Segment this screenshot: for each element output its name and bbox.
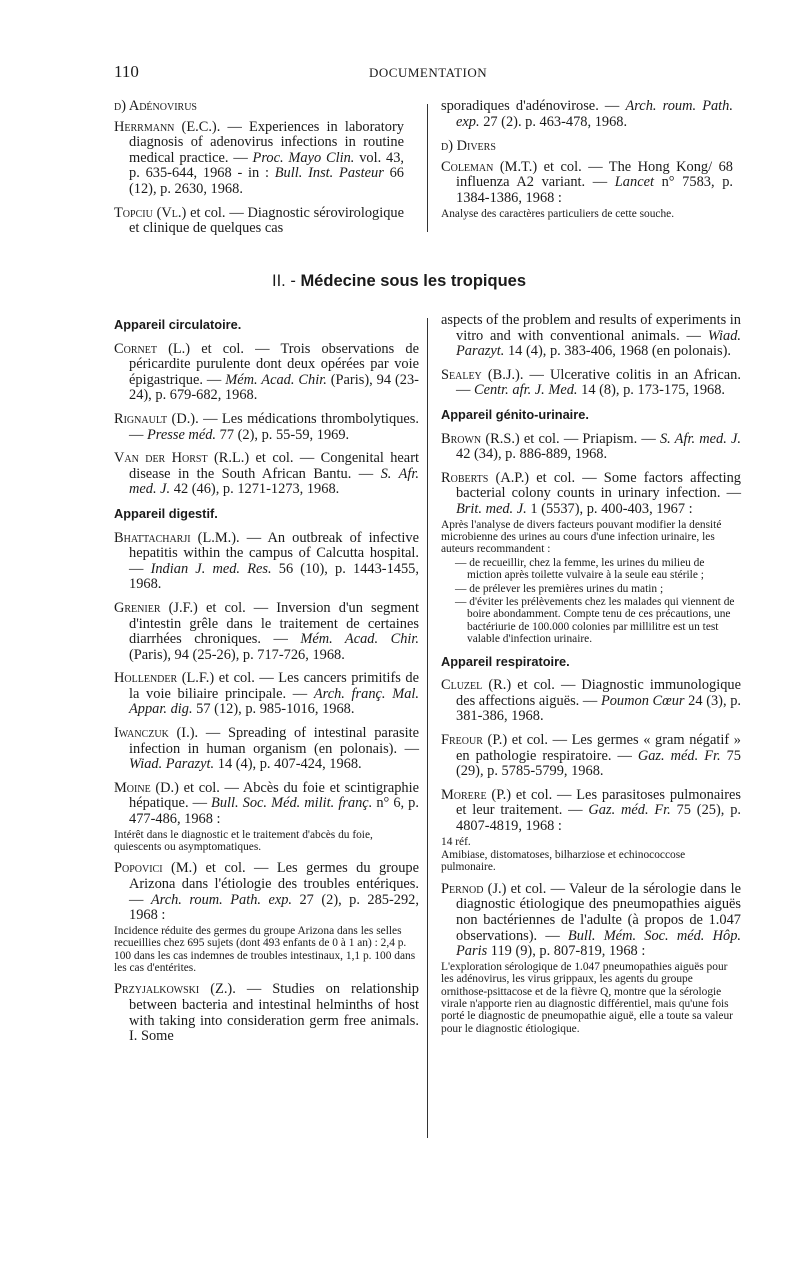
entry-source: Mém. Acad. Chir.	[300, 631, 419, 648]
entry-author: Iwanczuk (I.).	[114, 725, 199, 742]
bibliography-entry	[441, 882, 741, 1035]
entry-source: Proc. Mayo Clin.	[252, 149, 355, 166]
entry-note: Amibiase, distomatoses, bilharziose et echinococcose pulmonaire.	[441, 848, 686, 874]
entry-author: Herrmann (E.C.).	[114, 118, 221, 135]
entry-details: 119 (9), p. 807-819, 1968 :	[490, 943, 646, 960]
entry-title: et col. — Diagnostic sérovirologique et clinique de quelques cas	[129, 204, 405, 237]
entry-author: Cornet (L.)	[114, 340, 191, 357]
entry-details: (Paris), 94 (25-26), p. 717-726, 1968.	[129, 646, 345, 663]
bibliography-entry	[114, 861, 419, 974]
entry-note: Analyse des caractères particuliers de cette souche.	[441, 207, 675, 220]
bibliography-entry	[114, 726, 419, 773]
bibliography-entry	[114, 531, 419, 593]
entry-source: Arch. roum. Path. exp.	[150, 891, 293, 908]
entry-source: S. Afr. med. J.	[129, 465, 419, 498]
entry-details: 14 (4), p. 383-406, 1968 (en polonais).	[507, 343, 732, 360]
entry-details: 1 (5537), p. 400-403, 1967 :	[530, 500, 693, 517]
bibliography-entry	[441, 432, 741, 463]
entry-title: — Spreading of intestinal parasite infection in human organism (en polonais). —	[129, 725, 419, 757]
entry-note-item: — d'éviter les prélèvements chez les malades qui viennent de boire abondamment. Compte tenu de ces précautions, une bactériurie de 100.000 colonies par millilitre est un test valable d'infection urinaire.	[441, 596, 741, 646]
entry-title: — Ulcerative colitis in an African. —	[456, 366, 741, 399]
bibliography-entry	[114, 671, 419, 718]
entry-details: 27 (2), p. 285-292, 1968 :	[129, 891, 419, 924]
category-heading: Appareil circulatoire.	[114, 317, 242, 332]
entry-author: Bhattacharji (L.M.).	[114, 529, 240, 546]
entry-title: — Studies on relationship between bacteria and intestinal helminths of host with taking into consideration germ free animals. I. Some	[129, 981, 419, 1045]
entry-note-item: — de recueillir, chez la femme, les urines du milieu de miction après toilette vulvaire à la seule eau stérile ;	[441, 557, 741, 582]
entry-note: Après l'analyse de divers facteurs pouvant modifier la densité microbienne des urines au cours d'une infection urinaire, les auteurs recommandent :	[441, 518, 722, 556]
entry-author: Morere (P.)	[441, 786, 511, 803]
entry-title: — Experiences in laboratory diagnosis of adenovirus infections in routine medical practice. —	[129, 118, 404, 166]
entry-source: Mém. Acad. Chir.	[225, 371, 327, 388]
entry-source: S. Afr. med. J.	[659, 430, 741, 447]
entry-title: et col. — Les germes « gram négatif » en pathologie respiratoire. —	[456, 731, 741, 764]
main-left-column	[114, 313, 419, 1053]
entry-author: Cluzel (R.)	[441, 677, 512, 694]
bibliography-entry	[114, 451, 419, 498]
entry-author: Popovici (M.)	[114, 860, 198, 877]
entry-title: et col. — Inversion d'un segment d'intestin grêle dans le traitement de certaines diarrhées chroniques. —	[129, 599, 419, 648]
entry-author: Freour (P.)	[441, 731, 508, 748]
category-heading: Appareil génito-urinaire.	[441, 406, 589, 422]
entry-title: et col. — Valeur de la sérologie dans le diagnostic étiologique des pneumopathies aiguës non bactériennes de l'adulte (à propos de 1.047 observations). —	[456, 880, 741, 944]
entry-author: Moine (D.)	[114, 779, 179, 796]
entry-source: Bull. Soc. Méd. milit. franç.	[211, 795, 373, 812]
entry-source: Brit. med. J.	[456, 500, 527, 517]
category-heading: Appareil digestif.	[114, 505, 218, 521]
bibliography-entry	[441, 160, 733, 220]
entry-source: Poumon Cœur	[600, 692, 685, 709]
entry-source: Lancet	[614, 174, 654, 191]
entry-title: et col. — Abcès du foie et scintigraphie hépatique. —	[129, 779, 419, 812]
entry-details: 75 (25), p. 4807-4819, 1968 :	[456, 802, 741, 834]
entry-title: et col. — Les cancers primitifs de la voie biliaire principale. —	[129, 670, 419, 702]
entry-title: et col. — Les germes du groupe Arizona dans l'étiologie des troubles entériques. —	[129, 860, 419, 908]
entry-note: L'exploration sérologique de 1.047 pneumopathies aiguës pour les adénovirus, les virus grippaux, les agents du groupe ornithose-psittacose et de la fièvre Q, montre que la sérologie virale n'apporte rien au diagnostic différentiel, mais qu'une fois porté le diagnostic de pneumopathie aiguë, elle a toute sa valeur pour le diagnostic étiologique.	[441, 960, 733, 1035]
bibliography-entry	[114, 601, 419, 663]
bibliography-entry	[114, 206, 404, 237]
entry-title: et col. — Some factors affecting bacterial colony counts in urinary infection. —	[456, 469, 741, 502]
section-number: II. -	[272, 272, 296, 290]
entry-details: 75 (29), p. 5785-5799, 1968.	[456, 747, 741, 780]
entry-title: et col. — Congenital heart disease in the South African Bantu. —	[129, 450, 419, 482]
entry-title: — Les médications thrombolytiques. —	[129, 410, 419, 443]
entry-source: Centr. afr. J. Med.	[474, 382, 578, 399]
bibliography-entry	[114, 781, 419, 854]
bibliography-entry	[114, 982, 419, 1044]
entry-source: Arch. franç. Mal. Appar. dig.	[129, 685, 419, 718]
entry-note: 14 réf.	[441, 835, 471, 848]
entry-author: Van der Horst (R.L.)	[114, 450, 250, 467]
subsection-heading: d) Divers	[441, 138, 496, 155]
entry-title: aspects of the problem and results of experiments in vitro and with conventional animals. —	[441, 312, 741, 344]
bibliography-entry	[441, 368, 741, 399]
section-heading: Médecine sous les tropiques	[300, 272, 526, 290]
entry-title: et col. — Priapism. —	[523, 430, 656, 447]
entry-title: et col. — The Hong Kong/ 68 influenza A2 variant. —	[456, 158, 733, 191]
entry-author: Grenier (J.F.)	[114, 599, 198, 616]
bibliography-entry	[441, 471, 741, 646]
entry-title: et col. — Diagnostic immunologique des affections aiguës. —	[456, 677, 741, 709]
entry-details: 14 (8), p. 173-175, 1968.	[581, 382, 726, 399]
entry-author: Rignault (D.).	[114, 410, 199, 427]
entry-source: Presse méd.	[147, 426, 217, 443]
entry-source: Wiad. Parazyt.	[129, 756, 215, 773]
bibliography-entry	[441, 788, 741, 874]
entry-details: n° 7583, p. 1384-1386, 1968 :	[456, 174, 733, 206]
bibliography-entry	[114, 120, 404, 198]
entry-source: Gaz. méd. Fr.	[588, 802, 671, 819]
category-heading: Appareil respiratoire.	[441, 653, 570, 669]
main-right-column	[441, 313, 741, 1043]
entry-details: (Paris), 94 (23-24), p. 679-682, 1968.	[129, 371, 419, 404]
entry-title: — An outbreak of infective hepatitis within the campus of Calcutta hospital. —	[129, 529, 419, 577]
entry-details: 66 (12), p. 2630, 1968.	[129, 165, 404, 197]
top-left-column	[114, 99, 404, 245]
entry-details: 42 (34), p. 886-889, 1968.	[456, 446, 608, 463]
entry-note: Intérêt dans le diagnostic et le traitement d'abcès du foie, quiescents ou asymptomatiques.	[114, 828, 373, 854]
bibliography-entry	[114, 412, 419, 443]
entry-source: Bull. Mém. Soc. méd. Hôp. Paris	[456, 927, 741, 960]
column-divider	[427, 104, 428, 232]
entry-note: Incidence réduite des germes du groupe Arizona dans les selles recueillies chez 695 sujets (dont 493 enfants de 0 à 1 an) : 2,4 p. 100 dans les cas indemnes de troubles intestinaux, 1,1 p. 100 dans les cas d'entérites.	[114, 924, 416, 975]
entry-details: 56 (10), p. 1443-1455, 1968.	[129, 560, 419, 593]
entry-source: Wiad. Parazyt.	[456, 327, 741, 360]
entry-details: 27 (2). p. 463-478, 1968.	[483, 113, 628, 130]
entry-author: Topciu (Vl.)	[114, 204, 187, 221]
entry-note-item: — de prélever les premières urines du matin ;	[441, 583, 741, 595]
entry-source: Gaz. méd. Fr.	[637, 747, 721, 764]
entry-author: Hollender (L.F.)	[114, 670, 215, 687]
bibliography-entry	[441, 733, 741, 780]
section-title	[272, 272, 672, 291]
bibliography-entry	[441, 313, 741, 360]
entry-author: Roberts (A.P.)	[441, 469, 530, 486]
entry-source: Indian J. med. Res.	[150, 560, 272, 577]
entry-title: et col. — Les parasitoses pulmonaires et leur traitement. —	[456, 786, 741, 819]
entry-details: 42 (46), p. 1271-1273, 1968.	[173, 481, 340, 498]
entry-title: sporadiques d'adénovirose. —	[441, 98, 620, 114]
entry-author: Coleman (M.T.)	[441, 158, 538, 175]
page-header	[114, 62, 714, 84]
entry-author: Sealey (B.J.).	[441, 366, 524, 383]
entry-title: et col. — Trois observations de péricardite purulente dont deux opérées par voie épigastrique. —	[129, 340, 419, 388]
entry-details: 24 (3), p. 381-386, 1968.	[456, 692, 741, 725]
column-divider	[427, 318, 428, 1138]
subsection-heading: d) Adénovirus	[114, 98, 197, 114]
entry-details: vol. 43, p. 635-644, 1968 - in :	[129, 149, 404, 182]
entry-details: n° 6, p. 477-486, 1968 :	[129, 795, 419, 828]
entry-author: Pernod (J.)	[441, 880, 507, 897]
running-title: DOCUMENTATION	[369, 65, 488, 80]
entry-details: 77 (2), p. 55-59, 1969.	[219, 426, 350, 443]
entry-details: 14 (4), p. 407-424, 1968.	[217, 756, 362, 773]
bibliography-entry	[441, 678, 741, 725]
entry-source: Arch. roum. Path. exp.	[456, 98, 733, 130]
bibliography-entry	[441, 99, 733, 130]
entry-details: 57 (12), p. 985-1016, 1968.	[196, 701, 355, 718]
entry-author: Brown (R.S.)	[441, 430, 520, 447]
top-right-column	[441, 99, 733, 228]
bibliography-entry	[114, 342, 419, 404]
entry-author: Przyjalkowski (Z.).	[114, 981, 236, 998]
entry-source: Bull. Inst. Pasteur	[274, 165, 384, 182]
page-number: 110	[114, 62, 139, 81]
